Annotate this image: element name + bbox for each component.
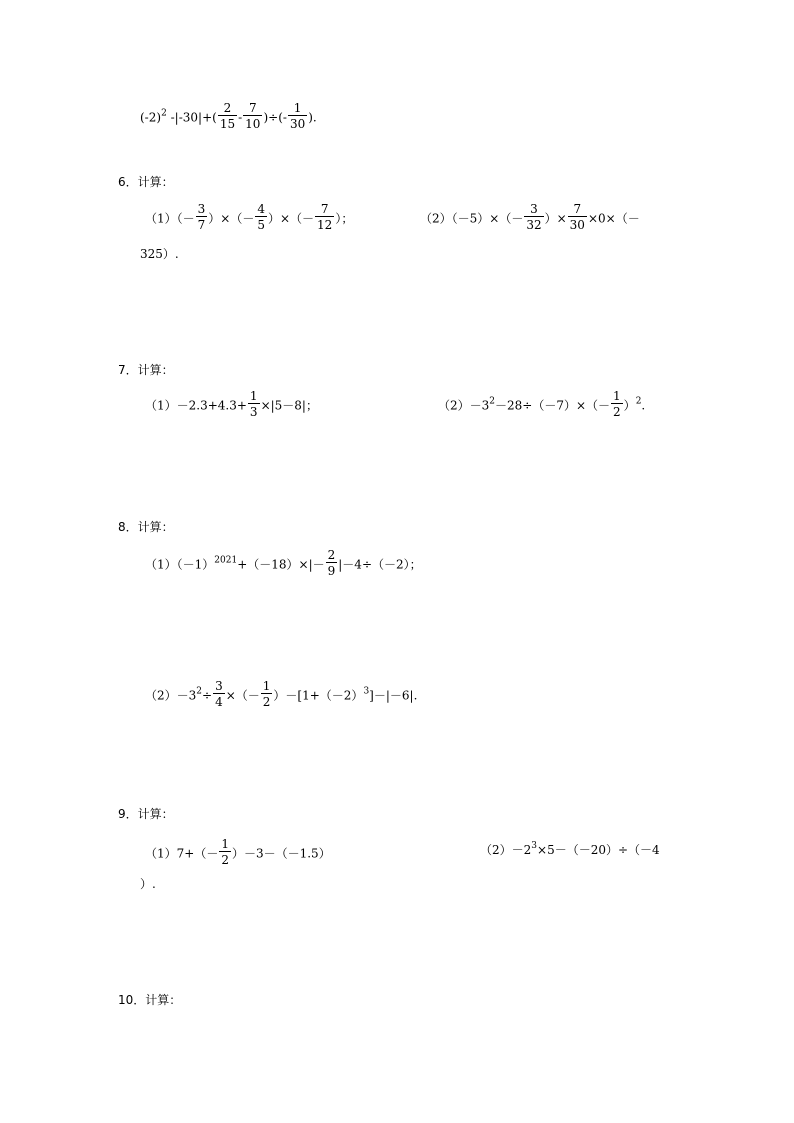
numerator: 1 — [249, 389, 258, 403]
fraction — [219, 838, 231, 866]
expr-part: ]－|－6|. — [369, 688, 418, 703]
fraction — [288, 102, 307, 130]
expr-part: （1）（－1） — [145, 557, 215, 572]
expr-part: ×（－ — [225, 688, 260, 703]
expr-part: （1）7+（－ — [145, 846, 219, 861]
expr-part: ）－3－（－1.5） — [231, 846, 331, 861]
fraction — [218, 102, 237, 130]
fraction — [611, 390, 623, 418]
top-expression — [140, 101, 317, 132]
exponent: 2021 — [214, 555, 238, 566]
numerator: 1 — [613, 389, 621, 403]
expr-part: - — [238, 110, 243, 125]
expr-part: （2）－2 — [480, 843, 532, 857]
numerator: 3 — [524, 203, 543, 217]
expr-part: ）× — [544, 211, 567, 226]
expr-part: ). — [308, 110, 317, 125]
denominator: 15 — [219, 117, 236, 131]
denominator: 2 — [613, 405, 621, 419]
exponent: 3 — [531, 841, 538, 851]
question-9-heading: 9．计算： — [118, 807, 174, 821]
expr-part: ）×（－ — [208, 211, 255, 226]
expr-part: （2）－3 — [438, 398, 490, 413]
fraction — [315, 203, 334, 231]
question-6-continuation: 325）. — [140, 247, 179, 261]
exponent: 3 — [363, 686, 370, 697]
expr-part: ） — [623, 398, 636, 413]
exponent: 2 — [196, 686, 203, 697]
fraction — [326, 549, 338, 577]
expr-part: （1）（－ — [145, 211, 195, 226]
expr-part: ×0×（－ — [587, 211, 640, 226]
question-7-heading: 7．计算： — [118, 363, 174, 377]
denominator: 9 — [327, 564, 336, 578]
numerator: 7 — [568, 203, 587, 217]
numerator: 7 — [243, 102, 262, 116]
expr-part: |－4÷（－2）； — [338, 557, 422, 572]
question-6-heading: 6．计算： — [118, 175, 174, 189]
question-7-part-1 — [145, 389, 318, 420]
question-7-part-2 — [438, 389, 646, 420]
expr-part: ）； — [335, 211, 354, 226]
expr-part: . — [641, 398, 646, 413]
denominator: 3 — [249, 405, 258, 419]
denominator: 30 — [569, 218, 585, 232]
question-6-part-1 — [145, 202, 354, 233]
denominator: 2 — [262, 695, 271, 709]
numerator: 1 — [221, 837, 229, 851]
denominator: 32 — [526, 218, 542, 232]
denominator: 10 — [245, 117, 261, 131]
expr-part: （1）－2.3+4.3+ — [145, 398, 247, 413]
numerator: 3 — [197, 202, 206, 216]
question-9-part-1 — [145, 837, 331, 868]
question-10-heading: 10．计算： — [118, 993, 182, 1007]
expr-part: -|-30|+( — [170, 110, 217, 125]
denominator: 7 — [197, 218, 206, 232]
expr-part: （2）－3 — [145, 688, 197, 703]
expr-part: ÷ — [202, 688, 213, 703]
question-8-part-1 — [145, 548, 422, 579]
expr-part: +（－18）×|－ — [237, 557, 325, 572]
numerator: 1 — [288, 102, 307, 116]
fraction — [243, 102, 262, 130]
numerator: 2 — [218, 102, 237, 116]
expr-part: ）×（－ — [267, 211, 315, 226]
fraction — [255, 203, 267, 231]
numerator: 4 — [257, 202, 265, 216]
fraction — [248, 390, 260, 418]
numerator: 3 — [215, 679, 223, 693]
question-8-heading: 8．计算： — [118, 520, 174, 534]
expr-part: ）－[1+（－2） — [273, 688, 364, 703]
fraction — [196, 203, 208, 231]
numerator: 2 — [327, 548, 336, 562]
expr-part: )÷(- — [263, 110, 287, 125]
fraction — [568, 203, 587, 231]
question-9-part-2 — [480, 842, 660, 856]
expr-part: ×5－（－20）÷（－4 — [537, 843, 660, 857]
numerator: 7 — [315, 203, 334, 217]
fraction — [261, 680, 273, 708]
question-8-part-2 — [145, 679, 418, 710]
expr-part: ×|5－8|； — [260, 398, 318, 413]
exponent: 2 — [635, 396, 642, 407]
numerator: 1 — [262, 679, 271, 693]
denominator: 30 — [289, 117, 306, 131]
fraction — [524, 203, 543, 231]
denominator: 5 — [257, 218, 265, 232]
expr-part: （2）（－5）×（－ — [420, 211, 524, 226]
denominator: 12 — [317, 218, 333, 232]
question-6-part-2 — [420, 202, 640, 233]
expr-part: (-2) — [140, 110, 162, 125]
exponent: 2 — [489, 396, 496, 407]
expr-part: －28÷（－7）×（－ — [495, 398, 611, 413]
denominator: 4 — [215, 695, 223, 709]
fraction — [213, 680, 225, 708]
question-9-continuation: ）. — [140, 877, 156, 891]
denominator: 2 — [221, 853, 229, 867]
exponent: 2 — [161, 108, 167, 119]
